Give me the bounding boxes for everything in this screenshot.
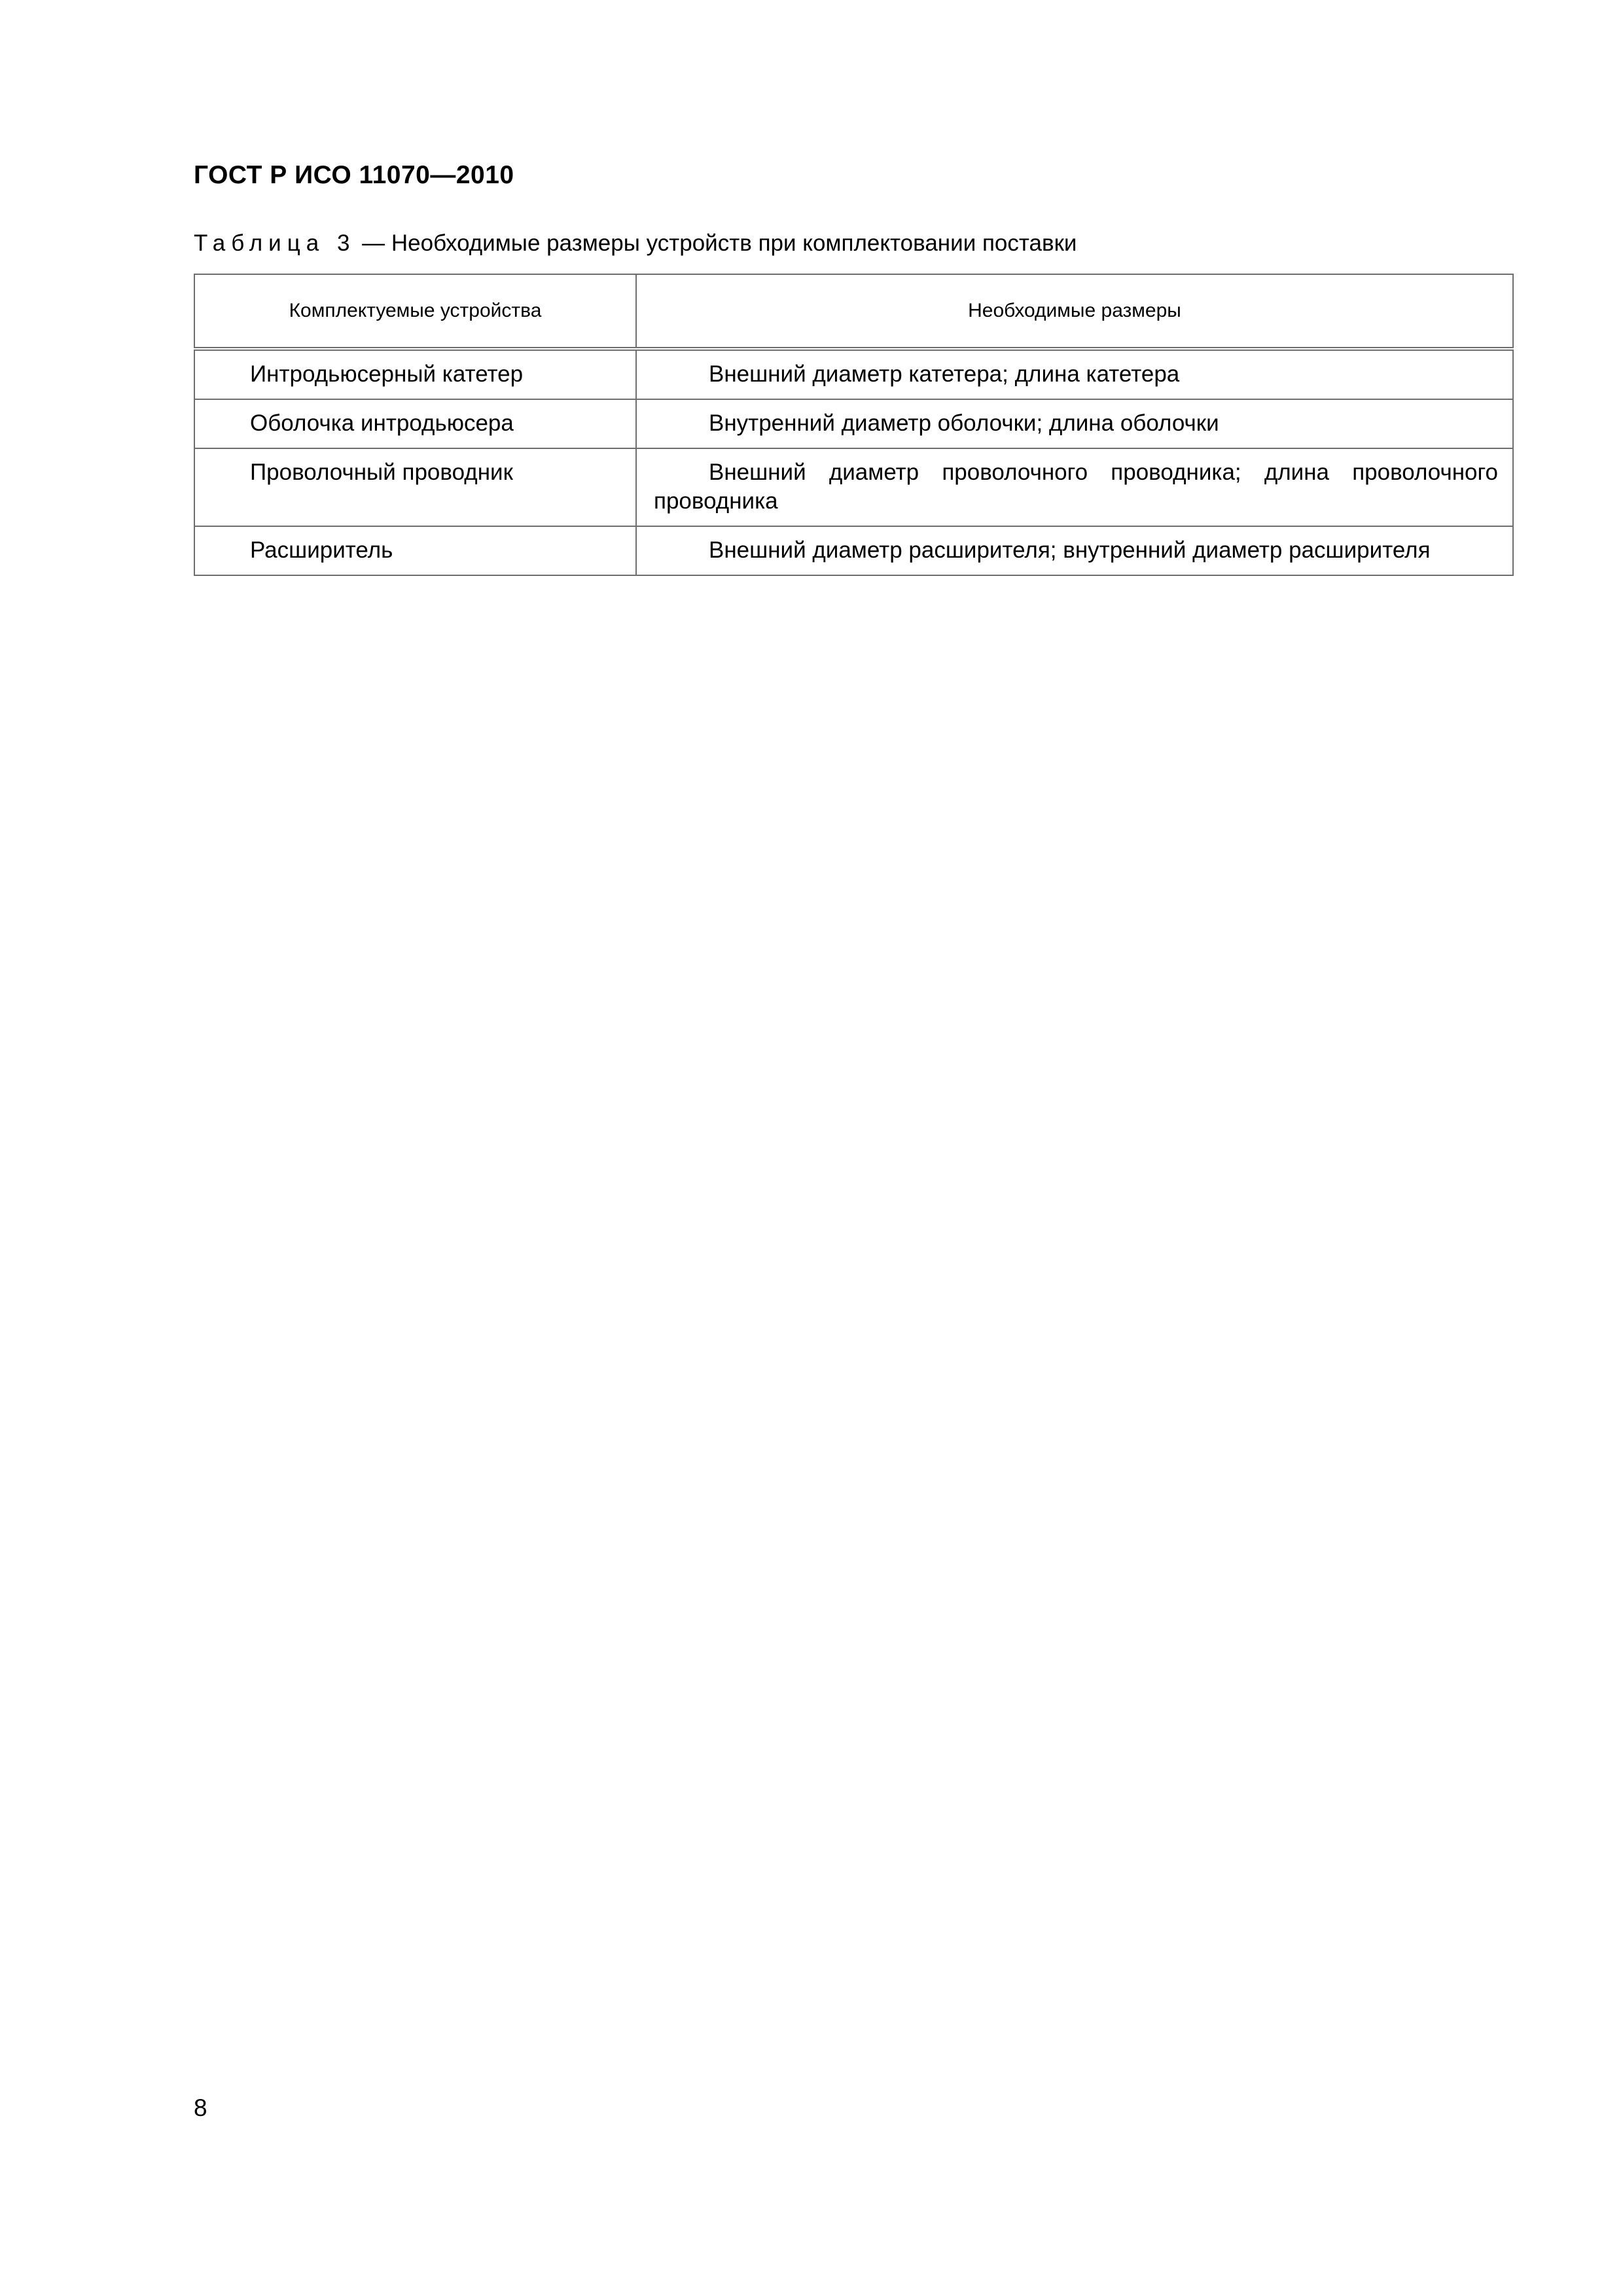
column-header-devices: Комплектуемые устройства — [194, 274, 636, 349]
dimensions-cell: Внутренний диаметр оболочки; длина оболочки — [636, 399, 1513, 448]
table-caption-label: Таблица 3 — [194, 230, 356, 256]
device-dimensions-table — [194, 274, 1514, 576]
table-header-row — [194, 274, 1513, 349]
device-cell: Расширитель — [194, 526, 636, 575]
dimensions-cell: Внешний диаметр расширителя; внутренний диаметр расширителя — [636, 526, 1513, 575]
page-number: 8 — [194, 2094, 207, 2121]
table-row — [194, 399, 1513, 448]
table-caption — [194, 230, 1077, 257]
device-cell: Оболочка интродьюсера — [194, 399, 636, 448]
column-header-dimensions: Необходимые размеры — [636, 274, 1513, 349]
device-cell: Интродьюсерный катетер — [194, 349, 636, 399]
document-code-header: ГОСТ Р ИСО 11070—2010 — [194, 161, 514, 189]
device-cell: Проволочный проводник — [194, 448, 636, 526]
table-row — [194, 448, 1513, 526]
table-caption-text: — Необходимые размеры устройств при комплектовании поставки — [355, 230, 1077, 256]
table-row — [194, 526, 1513, 575]
dimensions-cell: Внешний диаметр проволочного проводника; длина проволочного проводника — [636, 448, 1513, 526]
table-row — [194, 349, 1513, 399]
dimensions-cell: Внешний диаметр катетера; длина катетера — [636, 349, 1513, 399]
